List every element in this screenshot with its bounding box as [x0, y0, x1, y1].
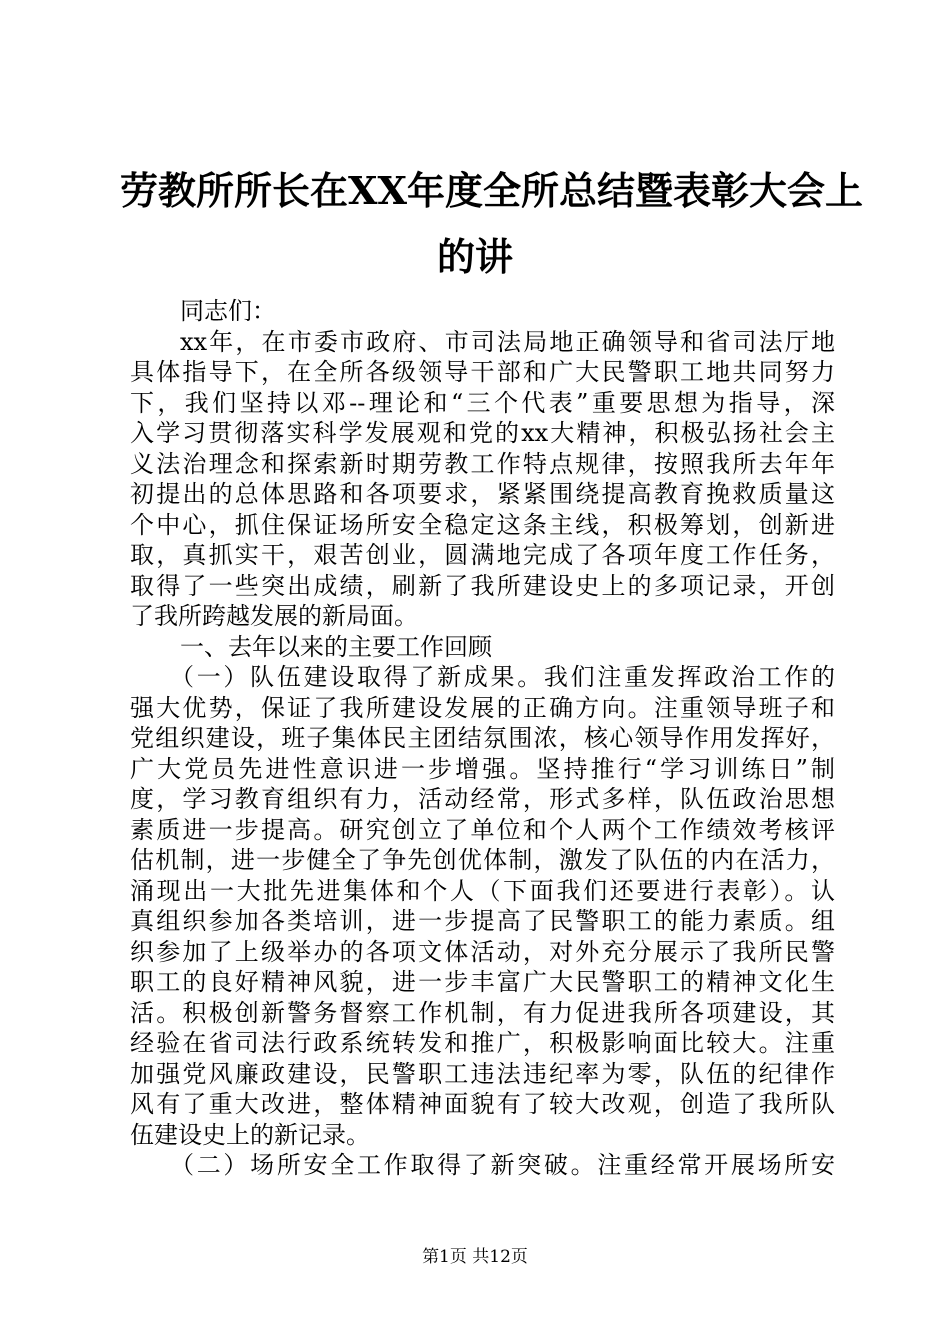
body-line: 织参加了上级举办的各项文体活动，对外充分展示了我所民警: [130, 937, 835, 966]
body-line: 了我所跨越发展的新局面。: [130, 602, 418, 630]
body-line: 取得了一些突出成绩，刷新了我所建设史上的多项记录，开创: [130, 571, 835, 600]
body-line: 广大党员先进性意识进一步增强。坚持推行“学习训练日”制: [130, 754, 835, 783]
body-line: 初提出的总体思路和各项要求，紧紧围绕提高教育挽救质量这: [130, 480, 835, 508]
body-line: 经验在省司法行政系统转发和推广，积极影响面比较大。注重: [130, 1029, 835, 1057]
body-line: 素质进一步提高。研究创立了单位和个人两个工作绩效考核评: [130, 815, 835, 844]
body-line: 取，真抓实干，艰苦创业，圆满地完成了各项年度工作任务，: [130, 541, 835, 569]
body-line: （一）队伍建设取得了新成果。我们注重发挥政治工作的: [170, 663, 835, 691]
title-line-1: 劳教所所长在XX年度全所总结暨表彰大会上: [120, 168, 863, 213]
body-line: （二）场所安全工作取得了新突破。注重经常开展场所安: [170, 1151, 835, 1179]
body-line: 个中心，抓住保证场所安全稳定这条主线，积极筹划，创新进: [130, 510, 835, 539]
body-line: 真组织参加各类培训，进一步提高了民警职工的能力素质。组: [130, 907, 835, 935]
body-line: 活。积极创新警务督察工作机制，有力促进我所各项建设，其: [130, 998, 835, 1027]
body-line: 党组织建设，班子集体民主团结氛围浓，核心领导作用发挥好，: [130, 724, 835, 752]
body-line: 具体指导下，在全所各级领导干部和广大民警职工地共同努力: [130, 358, 835, 386]
body-line: 入学习贯彻落实科学发展观和党的xx大精神，积极弘扬社会主: [130, 419, 835, 447]
body-line: 下，我们坚持以邓--理论和“三个代表”重要思想为指导，深: [130, 388, 835, 417]
document-body: [130, 296, 835, 1181]
body-line: 度，学习教育组织有力，活动经常，形式多样，队伍政治思想: [130, 785, 835, 813]
document-title: [120, 158, 863, 290]
page-number: 第1页 共12页: [422, 1247, 528, 1267]
title-line-2: 的讲: [436, 234, 513, 279]
body-line: xx年，在市委市政府、市司法局地正确领导和省司法厅地: [180, 327, 835, 356]
salutation: 同志们：: [180, 297, 276, 325]
body-line: 职工的良好精神风貌，进一步丰富广大民警职工的精神文化生: [130, 968, 835, 996]
body-line: 涌现出一大批先进集体和个人（下面我们还要进行表彰）。认: [130, 876, 835, 905]
body-line: 强大优势，保证了我所建设发展的正确方向。注重领导班子和: [130, 693, 835, 722]
body-line: 加强党风廉政建设，民警职工违法违纪率为零，队伍的纪律作: [130, 1059, 835, 1088]
section-heading: 一、去年以来的主要工作回顾: [180, 632, 492, 661]
body-line: 伍建设史上的新记录。: [130, 1120, 370, 1149]
body-line: 风有了重大改进，整体精神面貌有了较大改观，创造了我所队: [130, 1090, 835, 1118]
body-line: 义法治理念和探索新时期劳教工作特点规律，按照我所去年年: [130, 449, 835, 478]
body-line: 估机制，进一步健全了争先创优体制，激发了队伍的内在活力，: [130, 846, 835, 874]
